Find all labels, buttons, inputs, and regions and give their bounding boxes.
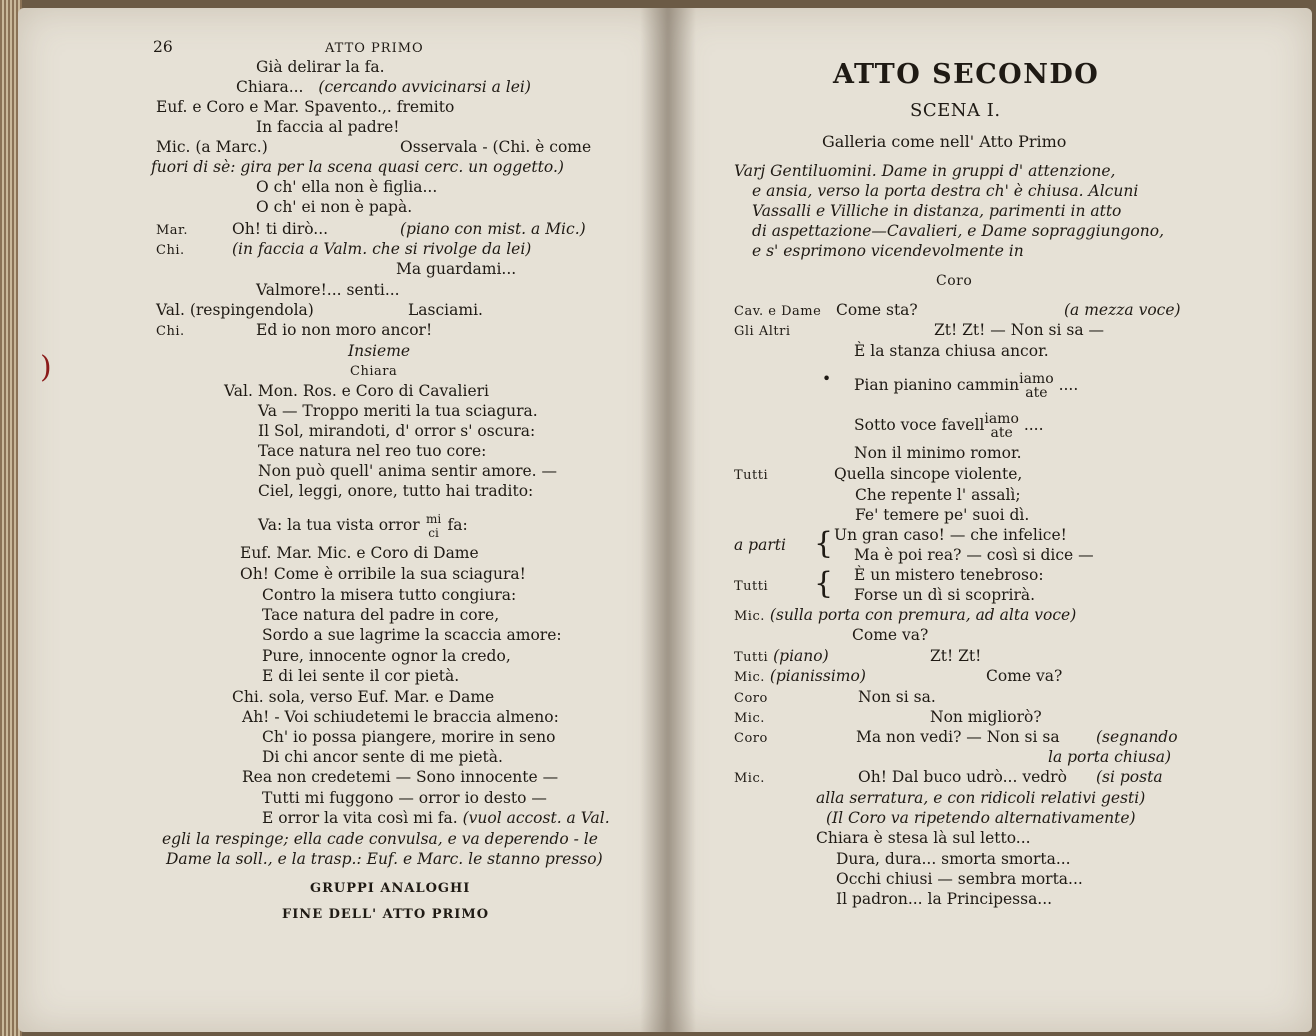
- stage-direction: egli la respinge; ella cade convulsa, e va deperendo - le: [162, 830, 598, 848]
- dialogue-line: Forse un dì si scoprirà.: [854, 586, 1036, 604]
- stage-direction: Vassalli e Villiche in distanza, parimenti in atto: [752, 202, 1122, 220]
- gruppi-analoghi: GRUPPI ANALOGHI: [310, 881, 471, 896]
- running-head: ATTO PRIMO: [325, 41, 424, 56]
- page-number: 26: [153, 38, 173, 56]
- dialogue-line: Tutti Quella sincope violente,: [734, 465, 1023, 483]
- speaker-line: Chi. Ed io non moro ancor!: [156, 321, 433, 339]
- scene-heading: SCENA I.: [910, 100, 1001, 121]
- bullet-mark: •: [822, 370, 832, 388]
- stage-direction: la porta chiusa): [1048, 748, 1172, 766]
- verse-line: E orror la vita così mi fa. (vuol accost. a Val.: [262, 809, 610, 827]
- speaker-line: Euf. Mar. Mic. e Coro di Dame: [240, 544, 479, 562]
- brace: {: [814, 566, 834, 601]
- red-pen-mark: ): [40, 350, 52, 385]
- verse-line: E di lei sente il cor pietà.: [262, 667, 460, 685]
- gutter: [640, 8, 696, 1032]
- stage-direction: fuori di sè: gira per la scena quasi cerc. un oggetto.): [151, 158, 564, 176]
- dialogue-line: Mic. (sulla porta con premura, ad alta voce): [734, 606, 1077, 624]
- dialogue-line: Tutti (piano) Zt! Zt!: [734, 647, 982, 665]
- dialogue-line: Il padron... la Principessa...: [836, 890, 1053, 908]
- dialogue-line: Mic. Oh! Dal buco udrò... vedrò (si posta: [734, 768, 1163, 786]
- dialogue-line: Dura, dura... smorta smorta...: [836, 850, 1071, 868]
- verse-line: Tace natura nel reo tuo core:: [258, 442, 487, 460]
- verse-line: Contro la misera tutto congiura:: [262, 586, 517, 604]
- dialogue-line: Un gran caso! — che infelice!: [834, 526, 1067, 544]
- setting-line: Galleria come nell' Atto Primo: [822, 132, 1067, 151]
- verse-line: Ch' io possa piangere, morire in seno: [262, 728, 556, 746]
- stage-direction: e s' esprimono vicendevolmente in: [752, 242, 1024, 260]
- dialogue-line: Non il minimo romor.: [854, 444, 1022, 462]
- verse-line: Il Sol, mirandoti, d' orror s' oscura:: [258, 422, 536, 440]
- insieme-heading: Insieme: [348, 342, 411, 360]
- dialogue-line: Chiara è stesa là sul letto...: [816, 829, 1031, 847]
- text-line: O ch' ella non è figlia...: [256, 178, 438, 196]
- coro-heading: Coro: [936, 273, 973, 289]
- verse-line: Tace natura del padre in core,: [262, 606, 500, 624]
- dialogue-line: Pian pianino camminiamo ate ....: [854, 371, 1079, 401]
- text-line: Valmore!... senti...: [256, 281, 400, 299]
- stage-direction: Dame la soll., e la trasp.: Euf. e Marc. le stanno presso): [166, 850, 603, 868]
- speaker-line: Chi. sola, verso Euf. Mar. e Dame: [232, 688, 495, 706]
- speaker-line: Mar. Oh! ti dirò... (piano con mist. a Mic.): [156, 220, 586, 238]
- text-line: Ma guardami...: [396, 260, 517, 278]
- dialogue-line: Occhi chiusi — sembra morta...: [836, 870, 1083, 888]
- chiara-heading: Chiara: [350, 364, 398, 379]
- fine-atto: FINE DELL' ATTO PRIMO: [282, 907, 490, 922]
- dialogue-line: Fe' temere pe' suoi dì.: [855, 506, 1030, 524]
- speaker-line: Val. (respingendola) Lasciami.: [156, 301, 483, 319]
- text-line: Chiara... (cercando avvicinarsi a lei): [236, 78, 531, 96]
- dialogue-line: Gli Altri Zt! Zt! — Non si sa —: [734, 321, 1105, 339]
- dialogue-line: Ma è poi rea? — così si dice —: [854, 546, 1094, 564]
- dialogue-line: Mic. Non migliorò?: [734, 708, 1042, 726]
- dialogue-line: Sotto voce favelliamo ate ....: [854, 411, 1044, 441]
- dialogue-line: Cav. e Dame Come sta? (a mezza voce): [734, 301, 1181, 319]
- verse-line: Oh! Come è orribile la sua sciagura!: [240, 565, 526, 583]
- verse-line: Rea non credetemi — Sono innocente —: [242, 768, 559, 786]
- dialogue-line: Coro Non si sa.: [734, 688, 936, 706]
- verse-line: Ciel, leggi, onore, tutto hai tradito:: [258, 482, 534, 500]
- dialogue-line: Coro Ma non vedi? — Non si sa (segnando: [734, 728, 1178, 746]
- dialogue-line: È un mistero tenebroso:: [854, 566, 1044, 584]
- speaker-line: Euf. e Coro e Mar. Spavento.,. fremito: [156, 98, 455, 116]
- stage-direction: Varj Gentiluomini. Dame in gruppi d' attenzione,: [734, 162, 1116, 180]
- brace: {: [814, 526, 834, 561]
- dialogue-line: Che repente l' assalì;: [855, 486, 1021, 504]
- speaker-label: Tutti: [734, 579, 769, 594]
- speaker-line: Mic. (a Marc.) Osservala - (Chi. è come: [156, 138, 592, 156]
- verse-line: Non può quell' anima sentir amore. —: [258, 462, 558, 480]
- dialogue-line: Come va?: [852, 626, 929, 644]
- verse-line: Di chi ancor sente di me pietà.: [262, 748, 503, 766]
- text-line: O ch' ei non è papà.: [256, 198, 413, 216]
- verse-line: Tutti mi fuggono — orror io desto —: [262, 789, 547, 807]
- verse-line: Pure, innocente ognor la credo,: [262, 647, 511, 665]
- dialogue-line: Mic. (pianissimo) Come va?: [734, 667, 1063, 685]
- speaker-line: Val. Mon. Ros. e Coro di Cavalieri: [224, 382, 489, 400]
- text-line: In faccia al padre!: [256, 118, 400, 136]
- stage-direction: di aspettazione—Cavalieri, e Dame sopraggiungono,: [752, 222, 1164, 240]
- speaker-line: Chi. (in faccia a Valm. che si rivolge da lei): [156, 240, 532, 258]
- verse-line: Va — Troppo meriti la tua sciagura.: [258, 402, 538, 420]
- speaker-label: a parti: [734, 536, 786, 554]
- stage-direction: alla serratura, e con ridicoli relativi gesti): [816, 789, 1146, 807]
- dialogue-line: È la stanza chiusa ancor.: [854, 342, 1049, 360]
- stage-direction: e ansia, verso la porta destra ch' è chiusa. Alcuni: [752, 182, 1139, 200]
- verse-line: Va: la tua vista orror mi ci fa:: [258, 512, 468, 540]
- text-line: Già delirar la fa.: [256, 58, 385, 76]
- stage-direction: (Il Coro va ripetendo alternativamente): [826, 809, 1136, 827]
- verse-line: Sordo a sue lagrime la scaccia amore:: [262, 626, 562, 644]
- act-title: ATTO SECONDO: [833, 59, 1100, 90]
- verse-line: Ah! - Voi schiudetemi le braccia almeno:: [242, 708, 559, 726]
